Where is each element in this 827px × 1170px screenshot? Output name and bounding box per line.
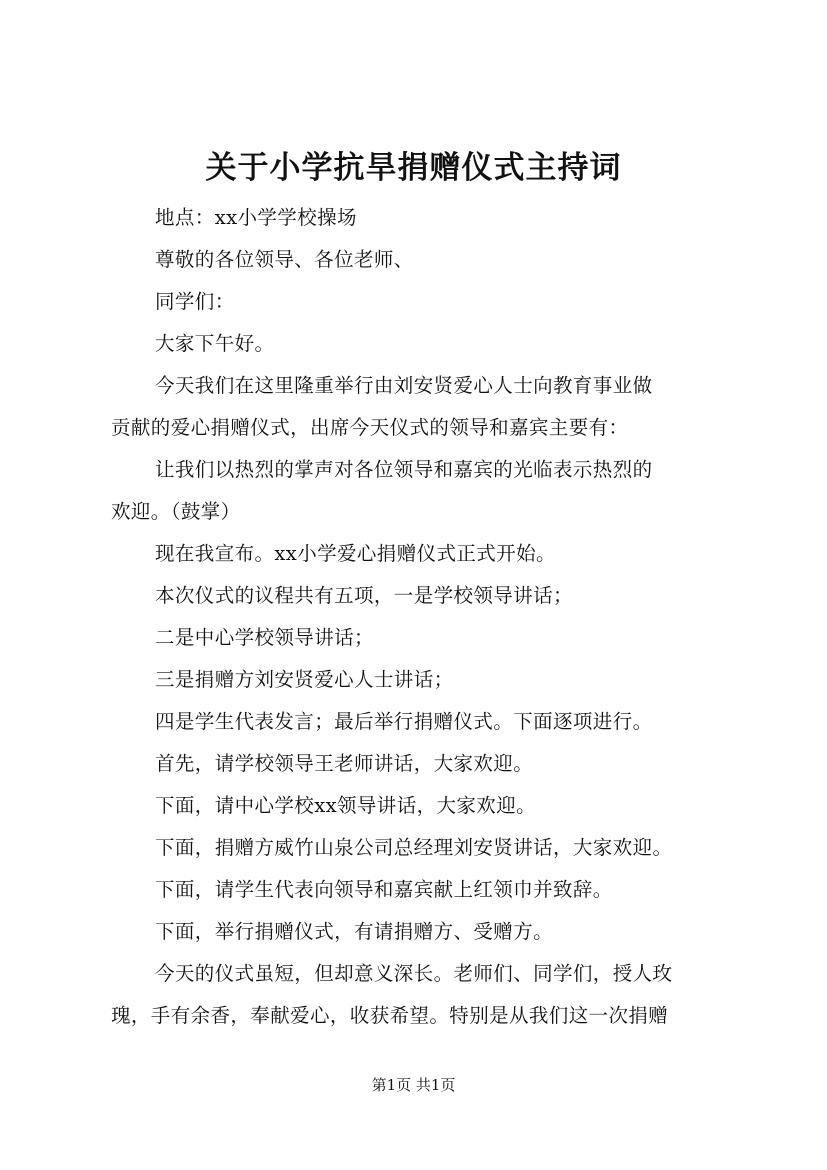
body-line: 贡献的爱心捐赠仪式，出席今天仪式的领导和嘉宾主要有：	[111, 416, 629, 439]
body-line: 让我们以热烈的掌声对各位领导和嘉宾的光临表示热烈的	[155, 458, 653, 481]
document-body	[111, 197, 743, 1037]
body-line: 下面，请学生代表向领导和嘉宾献上红领巾并致辞。	[155, 878, 613, 901]
body-line: 今天我们在这里隆重举行由刘安贤爱心人士向教育事业做	[155, 374, 653, 397]
body-line: 尊敬的各位领导、各位老师、	[155, 248, 414, 271]
body-line: 现在我宣布。xx小学爱心捐赠仪式正式开始。	[155, 542, 556, 565]
body-line: 首先，请学校领导王老师讲话，大家欢迎。	[155, 752, 534, 775]
body-line: 下面，捐赠方威竹山泉公司总经理刘安贤讲话，大家欢迎。	[155, 836, 673, 859]
page-footer: 第1页 共1页	[371, 1076, 456, 1094]
body-line: 同学们：	[155, 290, 235, 313]
body-line: 大家下午好。	[155, 332, 275, 355]
body-line: 下面，举行捐赠仪式，有请捐赠方、受赠方。	[155, 920, 554, 943]
body-line: 地点：xx小学学校操场	[155, 206, 357, 229]
body-line: 三是捐赠方刘安贤爱心人士讲话；	[155, 668, 454, 691]
body-line: 瑰，手有余香，奉献爱心，收获希望。特别是从我们这一次捐赠	[111, 1004, 669, 1027]
body-line: 今天的仪式虽短，但却意义深长。老师们、同学们，授人玫	[155, 962, 673, 985]
body-line: 下面，请中心学校xx领导讲话，大家欢迎。	[155, 794, 536, 817]
body-line: 本次仪式的议程共有五项，一是学校领导讲话；	[155, 584, 573, 607]
body-line: 欢迎。（鼓掌）	[111, 500, 241, 523]
body-line: 四是学生代表发言；最后举行捐赠仪式。下面逐项进行。	[155, 710, 653, 733]
document-title: 关于小学抗旱捐赠仪式主持词	[205, 150, 622, 186]
body-line: 二是中心学校领导讲话；	[155, 626, 374, 649]
